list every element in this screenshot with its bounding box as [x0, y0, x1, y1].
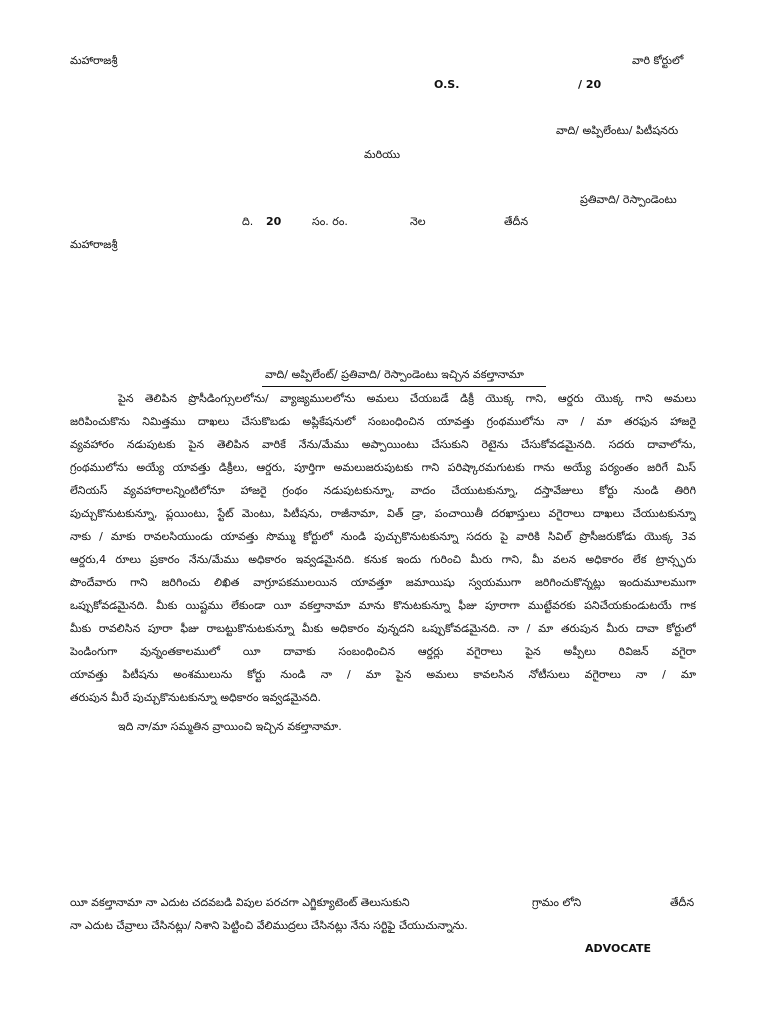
advocate-label: ADVOCATE	[585, 942, 652, 955]
respondent-label: ప్రతివాది/ రెస్పాండెంటు	[580, 193, 677, 206]
body-line: వ్యవహారం నడుపుటకు పైన తెలిపిన వారికే నేను/మేము అప్పాయింటు చేసుకుని రెటైను చేసుకోవడమైనది. సదరు దావాలోను,	[70, 438, 696, 451]
body-line: పైన తెలిపిన ప్రొసీడింగ్సులలోను/ వ్యాజ్యములలోను అమలు చేయబడే డిక్రీ యొక్క గాని, ఆర్డరు యొక్క గాని అమలు	[118, 392, 696, 405]
body-line: పుచ్చుకొనుటకున్నూ, ప్లయింటు, స్టేట్ మెంటు, పిటీషను, రాజీనామా, విత్ డ్రా, పంచాయితీ దరఖాస్తులు వగైరాలు దాఖలు చేయుటకున్నూ	[70, 507, 696, 520]
date-samvat: సం. రం.	[312, 215, 348, 228]
footer-line1-c: తేదీన	[670, 896, 695, 909]
body-paragraph	[70, 387, 696, 709]
body-line: లేనియస్ వ్యవహారాలన్నింటిలోనూ హాజరై గ్రంథం నడుపుటకున్నూ, వాదం చేయుటకున్నూ, దస్తావేజులు కోర్టు నుండి తిరిగి	[70, 484, 696, 497]
body-line: జరిపించుకొను నిమిత్తము దాఖలు చేసుకొబడు అప్లికేషనులో సంబంధించిన యావత్తు గ్రంథములోను నా / మా తరఫున హాజరై	[70, 415, 696, 428]
body-line: మీకు రావలిసిన పూరా ఫీజు రాబట్టుకొనుటకున్నూ మీకు అధికారం వున్నదని ఒప్పుకోవడమైనది. నా / మా తరుపున మీరు దావా కోర్టులో	[70, 622, 696, 635]
document-title: వాది/ అప్పిలేంట్/ ప్రతివాది/ రెస్పాండెంటు ఇచ్చిన వకల్తానామా	[265, 368, 524, 381]
body-line: పెండింగుగా వున్నంతకాలములో యీ దావాకు సంబంధించిన ఆర్డర్లు వగైరాలు పైన అప్పీలు రివిజన్ వగైరా	[70, 645, 696, 658]
body-line: యావత్తు పిటీషను అంశములును కోర్టు నుండి నా / మా పైన అమలు కావలసిన నోటీసులు వగైరాలు నా / మా	[70, 668, 696, 681]
footer-line1-b: గ్రామం లోని	[532, 896, 582, 909]
salutation-second: మహారాజశ్రీ	[70, 238, 118, 251]
footer-line1-a: యీ వకల్తానామా నా ఎదుట చదవబడి విపుల పరచగా ఎగ్జిక్యూటెంట్ తెలుసుకుని	[70, 896, 410, 909]
body-line: పొందేవారు గాని జరిగించు లిఖిత వాగ్రూపకములయిన యావత్తూ జమాయిషు స్వయముగా జరిగించుకొన్నట్లు ఇందుమూలముగా	[70, 576, 696, 589]
date-day: తేదీన	[504, 215, 529, 228]
date-year: 20	[266, 215, 282, 228]
body-line: తరుపున మీరే పుచ్చుకొనుటకున్నూ అధికారం ఇవ్వడమైనది.	[70, 691, 322, 704]
petitioner-label: వాది/ అప్పిలేంటు/ పిటీషనరు	[556, 124, 679, 137]
body-line: నాకు / మాకు రావలసియుండు యావత్తు సొమ్ము కోర్టులో నుండి పుచ్చుకొనుటకున్నూ సదరు పై వారికి సివిల్ ప్రొసీజరుకోడు యొక్క 3వ	[70, 530, 696, 543]
body-line: ఆర్డరు,4 రూలు ప్రకారం నేను/మేము అధికారం ఇవ్వడమైనది. కనుక ఇందు గురించి మీరు గాని, మీ వలన అధికారం లేక ట్రాన్స్ఫరు	[70, 553, 696, 566]
court-label: వారి కోర్టులో	[632, 54, 684, 67]
os-label: O.S.	[434, 78, 460, 91]
date-month: నెల	[410, 215, 426, 228]
and-label: మరియు	[364, 148, 401, 161]
body-line: గ్రంథములోను అయ్యే యావత్తు డిక్రీలు, ఆర్డరు, పూర్తిగా అమలుజరుపుటకు గాని పరిష్కారమగుటకు గాను అయ్యే పర్యంతం జరిగే మిస్	[70, 461, 696, 474]
consent-line: ఇది నా/మా సమ్మతిన వ్రాయించి ఇచ్చిన వకల్తానామా.	[118, 720, 342, 733]
salutation-top: మహారాజశ్రీ	[70, 54, 118, 67]
body-line: ఒప్పుకోవడమైనది. మీకు యిష్టము లేకుండా యీ వకల్తానామా మాను కొనుటకున్నూ ఫీజు పూరాగా ముట్టేవరకు పనిచేయకుండుటయే గాక	[70, 599, 696, 612]
date-di: ది.	[242, 215, 254, 228]
footer-line2: నా ఎదుట చేవ్రాలు చేసినట్లు/ నిశాని పెట్టించి వేలిముద్రలు చేసినట్లు నేను సర్టిఫై చేయుచున్నాను.	[70, 919, 468, 932]
year-label: / 20	[578, 78, 602, 91]
